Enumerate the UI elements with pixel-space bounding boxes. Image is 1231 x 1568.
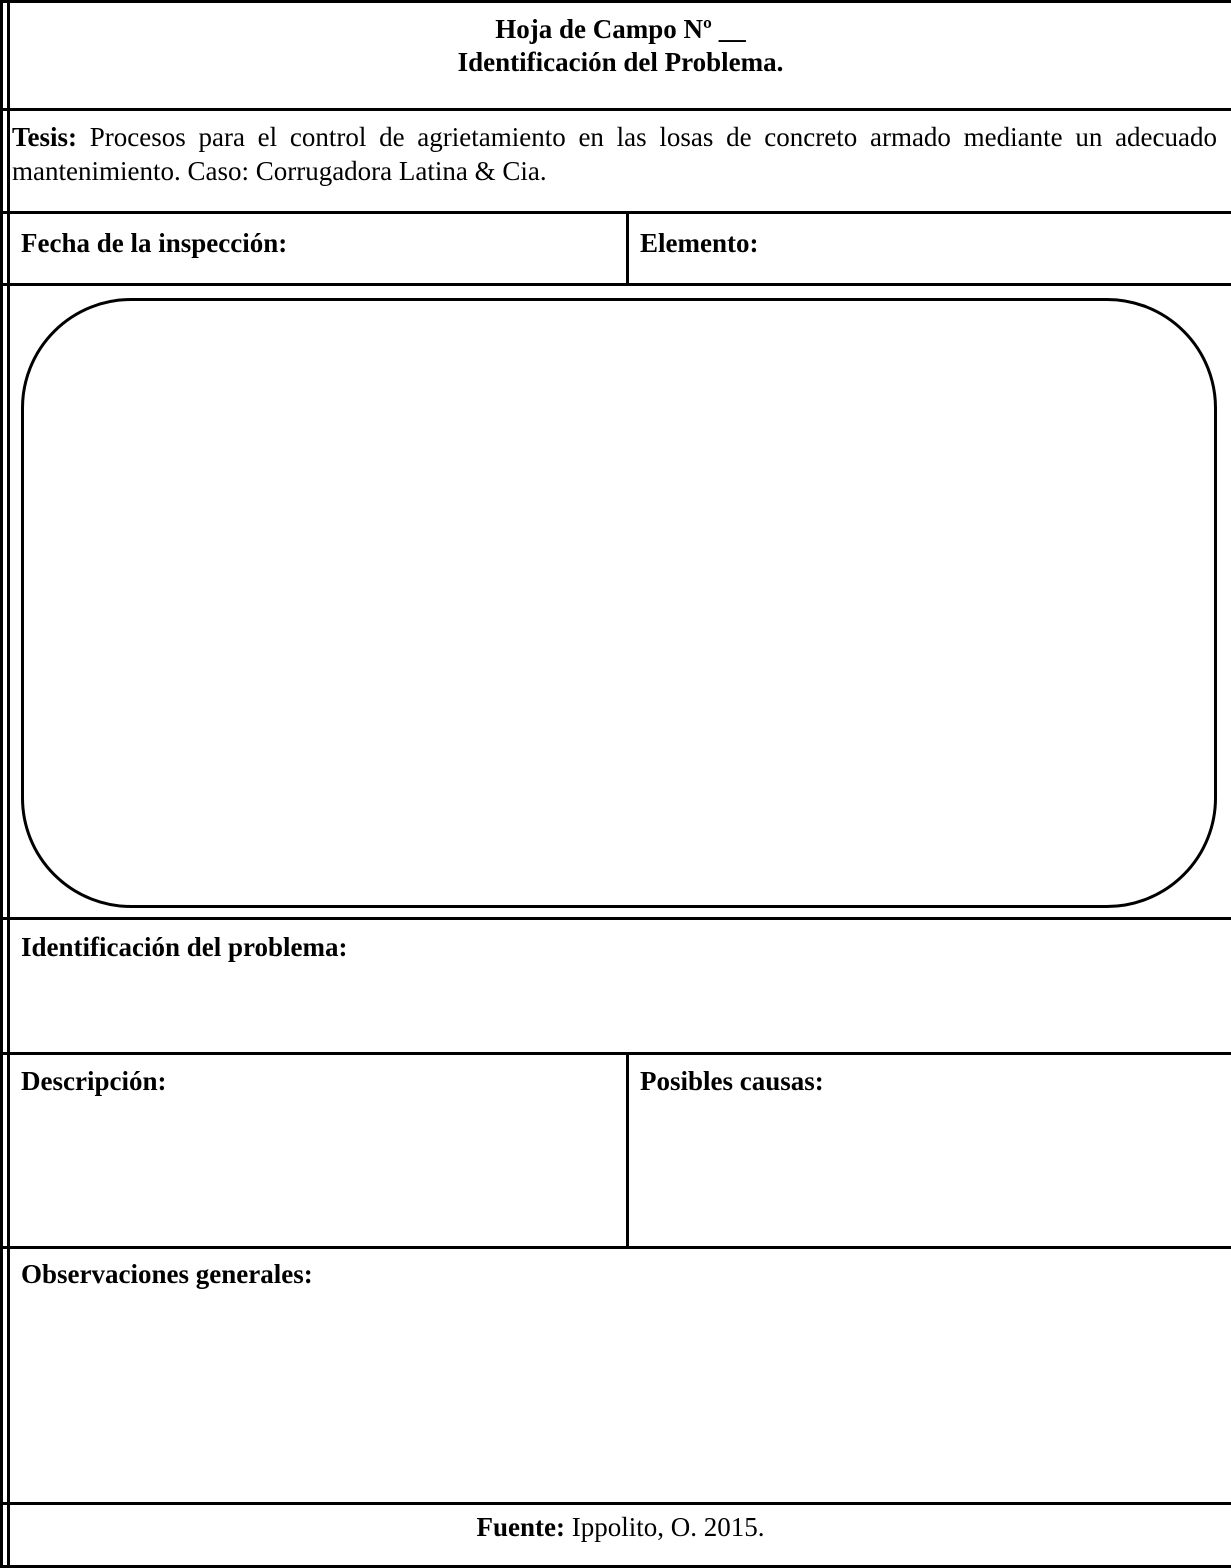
- thesis-label: Tesis:: [12, 122, 78, 152]
- source-text: Ippolito, O. 2015.: [571, 1512, 765, 1542]
- inspection-date-label: Fecha de la inspección:: [21, 228, 288, 258]
- general-observations-label: Observaciones generales:: [21, 1259, 313, 1289]
- outer-left-inner-border: [7, 0, 10, 1568]
- divider-description-causes: [626, 1054, 629, 1248]
- divider-thesis: [0, 211, 1231, 214]
- divider-date-element: [626, 213, 629, 284]
- divider-problem: [0, 1052, 1231, 1055]
- divider-description-row: [0, 1246, 1231, 1249]
- possible-causes-label: Posibles causas:: [640, 1066, 824, 1096]
- source-label: Fuente:: [476, 1512, 565, 1542]
- source-footer: [10, 1510, 1231, 1544]
- form-header: [10, 13, 1231, 79]
- thesis-text: Procesos para el control de agrietamiento en las losas de concreto armado mediante un adecuado mantenimiento. Caso: Corrugadora Latina & Cia.: [12, 122, 1218, 186]
- form-subtitle: Identificación del Problema.: [457, 47, 784, 77]
- element-label: Elemento:: [640, 228, 759, 258]
- divider-observations: [0, 1502, 1231, 1505]
- description-label: Descripción:: [21, 1066, 167, 1096]
- outer-top-border: [0, 0, 1231, 3]
- photo-area: [21, 298, 1217, 908]
- divider-date-row: [0, 283, 1231, 286]
- divider-photo: [0, 917, 1231, 920]
- form-title: Hoja de Campo Nº __: [495, 14, 746, 44]
- problem-identification-label: Identificación del problema:: [21, 932, 348, 962]
- outer-left-border: [0, 0, 3, 1568]
- thesis-block: [12, 120, 1217, 188]
- divider-header: [0, 108, 1231, 111]
